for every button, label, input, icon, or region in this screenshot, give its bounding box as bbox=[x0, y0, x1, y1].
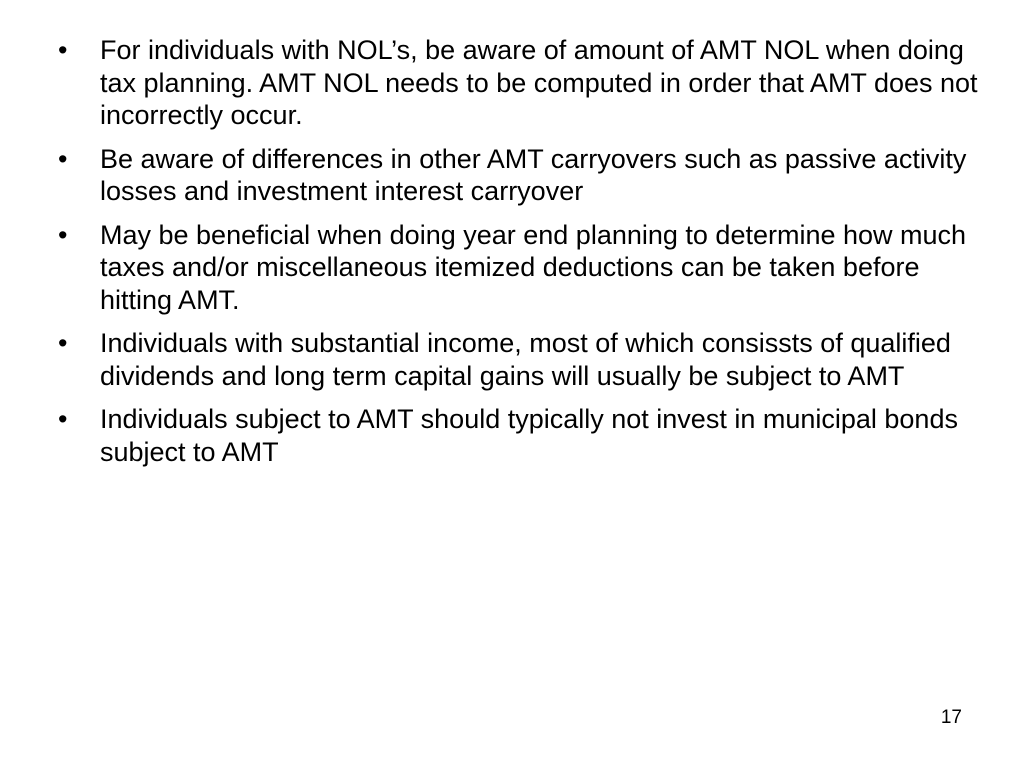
bullet-item-nol bbox=[58, 34, 988, 132]
bullet-icon: • bbox=[58, 328, 68, 358]
bullet-icon: • bbox=[58, 404, 68, 434]
bullet-item-municipal-bonds bbox=[58, 403, 988, 468]
bullet-item-carryovers bbox=[58, 143, 988, 208]
bullet-text: May be beneficial when doing year end planning to determine how much taxes and/or miscellaneous itemized deductions can be taken before hitting AMT. bbox=[100, 219, 967, 315]
bullet-item-year-end-planning bbox=[58, 219, 988, 317]
bullet-item-substantial-income bbox=[58, 327, 988, 392]
bullet-text: For individuals with NOL’s, be aware of amount of AMT NOL when doing tax planning. AMT NOL needs to be computed in order that AMT does not incorrectly occur. bbox=[100, 35, 978, 130]
bullet-text: Be aware of differences in other AMT carryovers such as passive activity losses and investment interest carryover bbox=[100, 143, 967, 206]
bullet-icon: • bbox=[58, 35, 68, 65]
bullet-icon: • bbox=[58, 143, 68, 174]
bullet-text: Individuals subject to AMT should typically not invest in municipal bonds subject to AMT bbox=[100, 404, 958, 467]
bullet-list bbox=[58, 34, 988, 479]
bullet-icon: • bbox=[58, 219, 68, 250]
bullet-text: Individuals with substantial income, most of which consissts of qualified dividends and long term capital gains will usually be subject to AMT bbox=[100, 328, 951, 391]
page-number: 17 bbox=[940, 707, 962, 728]
